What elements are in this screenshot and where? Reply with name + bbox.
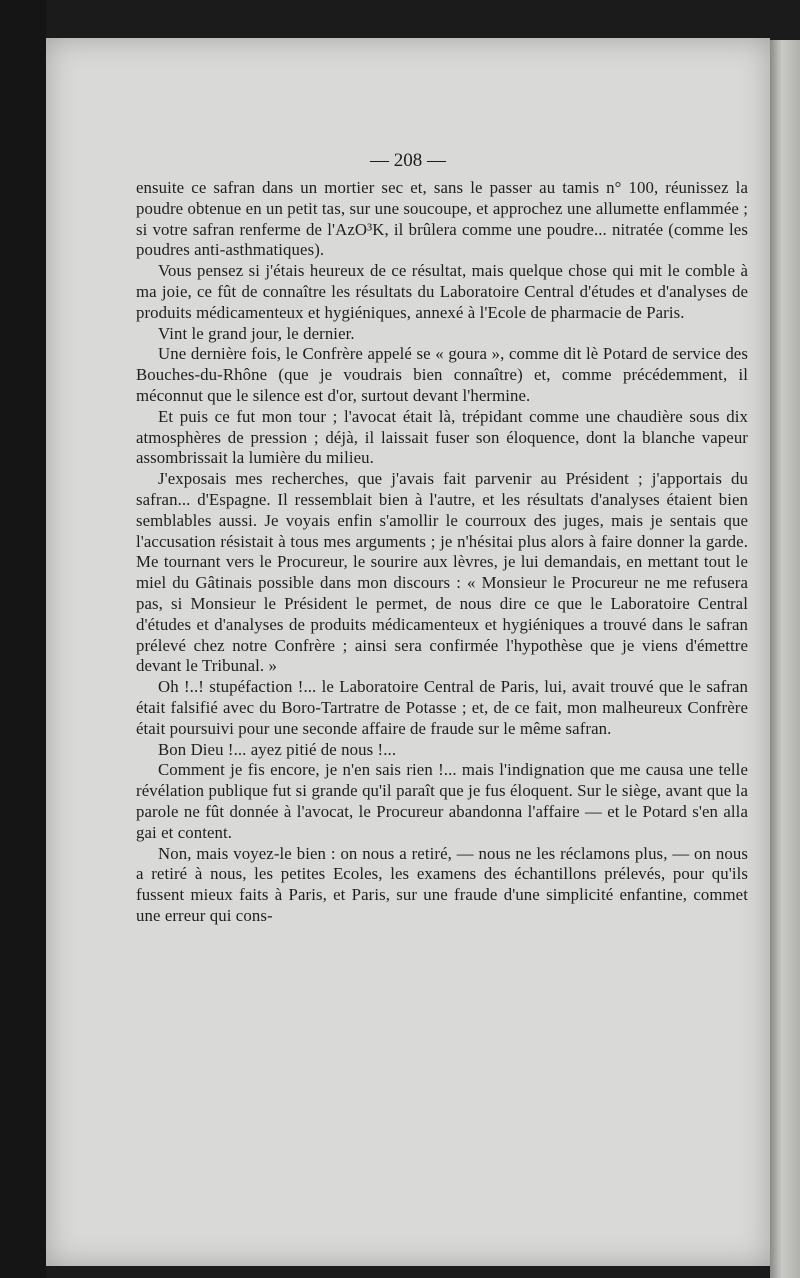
paragraph-4: Une dernière fois, le Confrère appelé se « goura », comme dit lè Potard de service des Bouches-du-Rhône (que je voudrais bien connaître) et, comme précédemment, il méconnut que le silence est d'or, surtout devant l'hermine.: [136, 344, 748, 405]
paragraph-8: Bon Dieu !... ayez pitié de nous !...: [158, 739, 397, 759]
paragraph-1: ensuite ce safran dans un mortier sec et, sans le passer au tamis n° 100, réunissez la poudre obtenue en un petit tas, sur une soucoupe, et approchez une allumette enflammée ; si votre safran renferme de l'AzO³K, il brûlera comme une poudre... nitratée (comme les poudres anti-asthmatiques).: [136, 178, 748, 260]
paragraph-10: Non, mais voyez-le bien : on nous a retiré, — nous ne les réclamons plus, — on nous a retiré à nous, les petites Ecoles, les examens des échantillons prélevés, pour qu'ils fussent mieux faits à Paris, et Paris, sur une fraude d'une simplicité enfantine, commet une erreur qui cons-: [136, 843, 748, 925]
paragraph-2: Vous pensez si j'étais heureux de ce résultat, mais quelque chose qui mit le comble à ma joie, ce fût de connaître les résultats du Laboratoire Central d'études et d'analyses de produits médicamenteux et hygiéniques, annexé à l'Ecole de pharmacie de Paris.: [136, 261, 748, 322]
paragraph-7: Oh !..! stupéfaction !... le Laboratoire Central de Paris, lui, avait trouvé que le safran était falsifié avec du Boro-Tartratre de Potasse ; et, de ce fait, mon malheureux Confrère était poursuivi pour une seconde affaire de fraude sur le même safran.: [136, 677, 748, 738]
body-text: [136, 178, 748, 927]
paragraph-9: Comment je fis encore, je n'en sais rien !... mais l'indignation que me causa une telle révélation publique fut si grande qu'il paraît que je fus éloquent. Sur le siège, avant que la parole ne fût donnée à l'avocat, le Procureur abandonna l'affaire — et le Potard s'en alla gai et content.: [136, 760, 748, 842]
scan-left-margin: [0, 0, 46, 1278]
book-page-edge: [770, 40, 800, 1278]
paragraph-3: Vint le grand jour, le dernier.: [158, 323, 355, 343]
paragraph-5: Et puis ce fut mon tour ; l'avocat était là, trépidant comme une chaudière sous dix atmosphères de pression ; déjà, il laissait fuser son éloquence, dont la blanche vapeur assombrissait la lumière du milieu.: [136, 406, 748, 468]
page-number: — 208 —: [370, 150, 446, 171]
paragraph-6: J'exposais mes recherches, que j'avais fait parvenir au Président ; j'apportais du safran... d'Espagne. Il ressemblait bien à l'autre, et les résultats d'analyses étaient bien semblables aussi. Je voyais enfin s'amollir le courroux des juges, mais je sentais que l'accusation résistait à tous mes arguments ; je n'hésitai plus alors à faire donner la garde. Me tournant vers le Procureur, le sourire aux lèvres, je lui demandais, en mettant tout le miel du Gâtinais possible dans mon discours : « Monsieur le Procureur ne me refusera pas, si Monsieur le Président le permet, de nous dire ce que le Laboratoire Central d'études et d'analyses de produits médicamenteux et hygiéniques a trouvé dans le safran prélevé chez notre Confrère ; ainsi sera confirmée l'hypothèse que je viens d'émettre devant le Tribunal. »: [136, 469, 748, 676]
